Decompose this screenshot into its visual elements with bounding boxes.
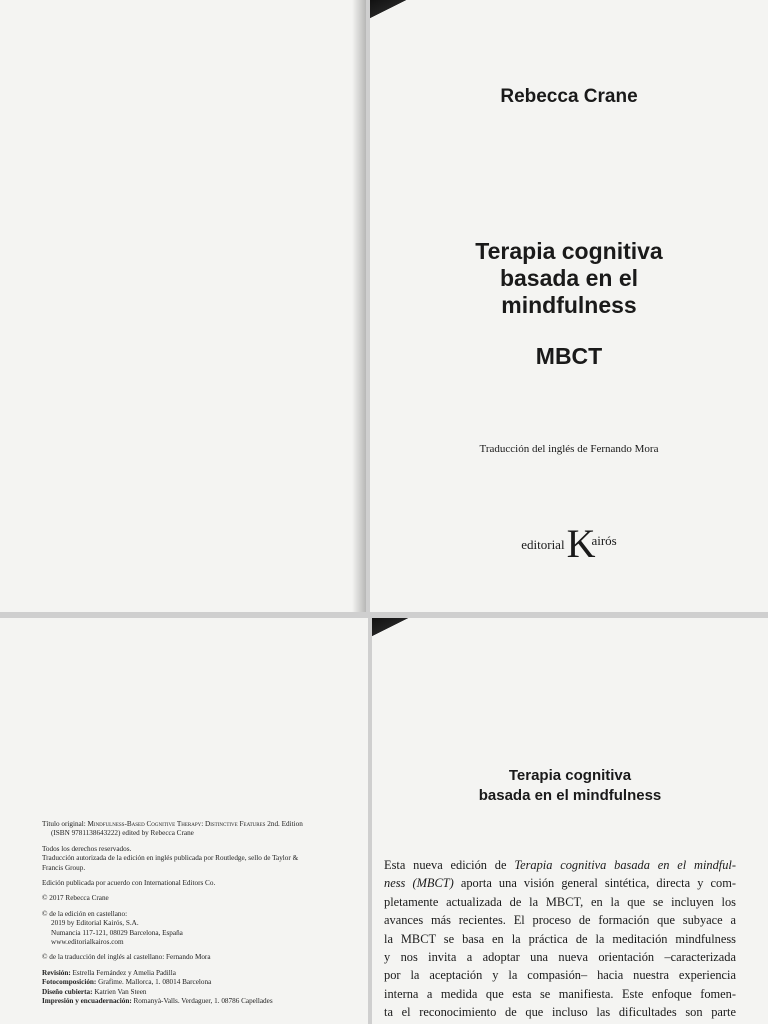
original-edition: 2nd. Edition [267,820,303,828]
spanish-edition-line: www.editorialkairos.com [51,938,124,947]
book-title-line: mindfulness [501,292,637,318]
intro-line [384,874,736,892]
isbn-line: (ISBN 9781138643222) edited by Rebecca Crane [51,829,194,838]
original-title: Mindfulness-Based Cognitive Therapy: Distinctive Features [87,820,266,828]
credit-label: Impresión y encuadernación: [42,997,132,1006]
title-page [370,0,768,612]
author-name: Rebecca Crane [500,86,638,107]
publisher-logo [370,521,768,574]
credit-line [42,978,342,987]
spanish-edition-line: 2019 by Editorial Kairós, S.A. [51,919,139,928]
credit-line [42,969,342,978]
half-title [372,766,768,806]
intro-line: por la aceptación y la compasión– hacia nuestra experiencia [384,968,736,983]
spanish-edition-line: Numancia 117-121, 08029 Barcelona, España [51,928,183,937]
intro-line: ta el reconocimiento de que incluso las dificultades son parte [384,1005,736,1020]
credit-value: Katrien Van Steen [94,987,147,996]
book-title [370,238,768,319]
book-title-line: Terapia cognitiva [475,238,663,264]
publisher-word: editorial [521,537,565,552]
authorized-line: Traducción autorizada de la edición en inglés publicada por Routledge, sello de Taylor & [42,854,299,863]
copyright-block [42,820,342,1007]
book-subtitle: MBCT [535,343,603,369]
credit-value: Estrella Fernández y Amelia Padilla [72,968,176,977]
translator-credit: Traducción del inglés de Fernando Mora [479,443,659,455]
credit-value: Grafime. Mallorca, 1. 08014 Barcelona [98,978,212,987]
gutter-shadow [352,0,366,612]
book-title-line: basada en el [499,265,639,291]
half-title-line: basada en el mindfulness [478,787,662,804]
intro-text: aporta una visión general sintética, directa y com- [453,876,736,891]
intro-italic: ness (MBCT) [384,876,454,891]
intro-line: interna a medida que esta se manifiesta. Este enfoque fomen- [384,986,736,1001]
intro-page [372,618,768,1024]
page-corner [370,0,410,20]
spanish-edition-label: © de la edición en castellano: [42,909,128,918]
original-title-label: Título original: [42,820,86,828]
authorized-line: Francis Group. [42,863,86,872]
credit-value: Romanyà-Valls. Verdaguer, 1. 08786 Capellades [133,997,273,1006]
credit-label: Revisión: [42,968,71,977]
credit-line [42,997,342,1006]
intro-italic: Terapia cognitiva basada en el mindful- [514,858,737,872]
copyright-author-line: © 2017 Rebecca Crane [42,894,109,903]
publisher-initial: K [566,521,596,566]
credit-label: Fotocomposición: [42,978,97,987]
half-title-line: Terapia cognitiva [508,767,632,784]
copyright-page [0,618,368,1024]
intro-paragraph [384,856,736,1022]
translation-rights-line: © de la traducción del inglés al castellano: Fernando Mora [42,953,211,962]
intro-line: avances más recientes. El proceso de formación que subyace a [384,913,736,928]
publisher-rest: airós [591,533,617,548]
blank-page [0,0,366,612]
intro-line [384,856,736,874]
credit-line [42,988,342,997]
agreement-line: Edición publicada por acuerdo con International Editors Co. [42,879,216,888]
intro-line: la MBCT se basa en la práctica de la meditación mindfulness [384,931,736,946]
page-corner [372,618,412,638]
intro-text: Esta nueva edición de [384,858,515,872]
intro-line: pletamente actualizada de la MBCT, en la que se incluyen los [384,894,736,909]
intro-line: y nos invita a adoptar una nueva orientación –caracterizada [384,950,736,965]
credit-label: Diseño cubierta: [42,987,93,996]
rights-line: Todos los derechos reservados. [42,844,132,853]
original-title-line [42,820,342,829]
